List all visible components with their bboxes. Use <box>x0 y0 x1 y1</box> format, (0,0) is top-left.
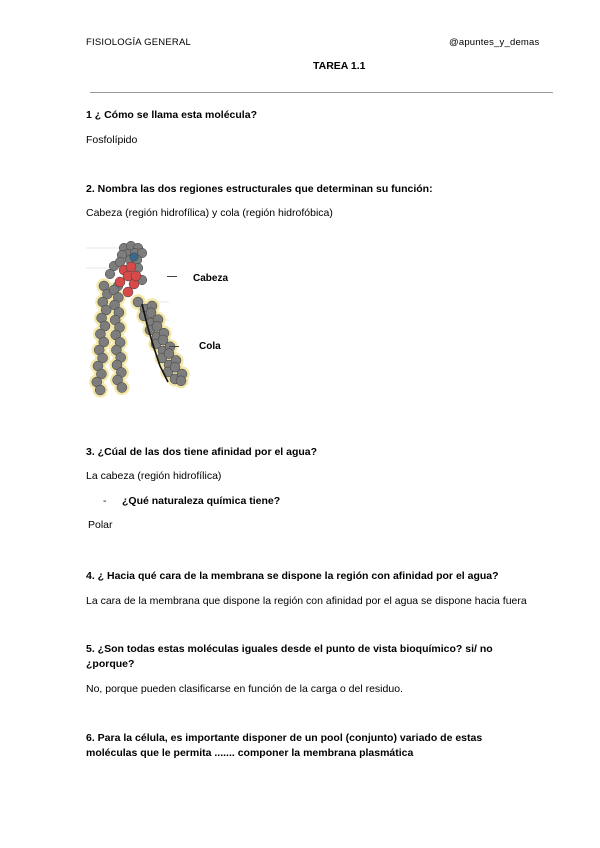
head-pointer <box>167 276 177 277</box>
subject-header: FISIOLOGÍA GENERAL <box>86 37 191 48</box>
oxygen-atom <box>126 262 136 272</box>
answer-5: No, porque pueden clasificarse en función de la carga o del residuo. <box>86 683 403 695</box>
phospholipid-illustration <box>84 240 244 405</box>
label-head: Cabeza <box>193 273 229 284</box>
carbon-atom <box>105 269 115 279</box>
oxygen-atom <box>115 277 125 287</box>
question-5-line-1: 5. ¿Son todas estas moléculas iguales desde el punto de vista bioquímico? si/ no <box>86 643 493 655</box>
author-handle: @apuntes_y_demas <box>449 37 540 48</box>
question-3: 3. ¿Cúal de las dos tiene afinidad por el agua? <box>86 446 318 458</box>
answer-1: Fosfolípido <box>86 134 138 146</box>
label-tail: Cola <box>199 341 221 352</box>
nitrogen-atom <box>130 253 138 261</box>
question-4: 4. ¿ Hacia qué cara de la membrana se dispone la región con afinidad por el agua? <box>86 570 499 582</box>
question-2: 2. Nombra las dos regiones estructurales que determinan su función: <box>86 183 433 195</box>
answer-3-sub: Polar <box>88 519 113 531</box>
question-6-line-2: moléculas que le permita ....... componer la membrana plasmática <box>86 747 414 759</box>
question-6-line-1: 6. Para la célula, es importante disponer de un pool (conjunto) variado de estas <box>86 732 483 744</box>
oxygen-atom <box>123 287 133 297</box>
oxygen-atom <box>131 271 141 281</box>
phospholipid-figure <box>84 240 244 405</box>
question-1: 1 ¿ Cómo se llama esta molécula? <box>86 109 257 121</box>
carbon-atom <box>117 383 127 393</box>
answer-4: La cara de la membrana que dispone la región con afinidad por el agua se dispone hacia fuera <box>86 595 527 607</box>
answer-2: Cabeza (región hidrofílica) y cola (región hidrofóbica) <box>86 207 333 219</box>
tail-pointer <box>169 346 179 347</box>
carbon-atom <box>95 385 105 395</box>
carbon-atom <box>176 376 186 386</box>
atoms <box>92 241 187 395</box>
answer-3: La cabeza (región hidrofílica) <box>86 470 222 482</box>
question-3-sub: ¿Qué naturaleza química tiene? <box>122 495 281 507</box>
sub-bullet: - <box>103 495 107 507</box>
page-title: TAREA 1.1 <box>313 60 366 72</box>
header-divider <box>90 92 553 93</box>
question-5-line-2: ¿porque? <box>86 658 135 670</box>
